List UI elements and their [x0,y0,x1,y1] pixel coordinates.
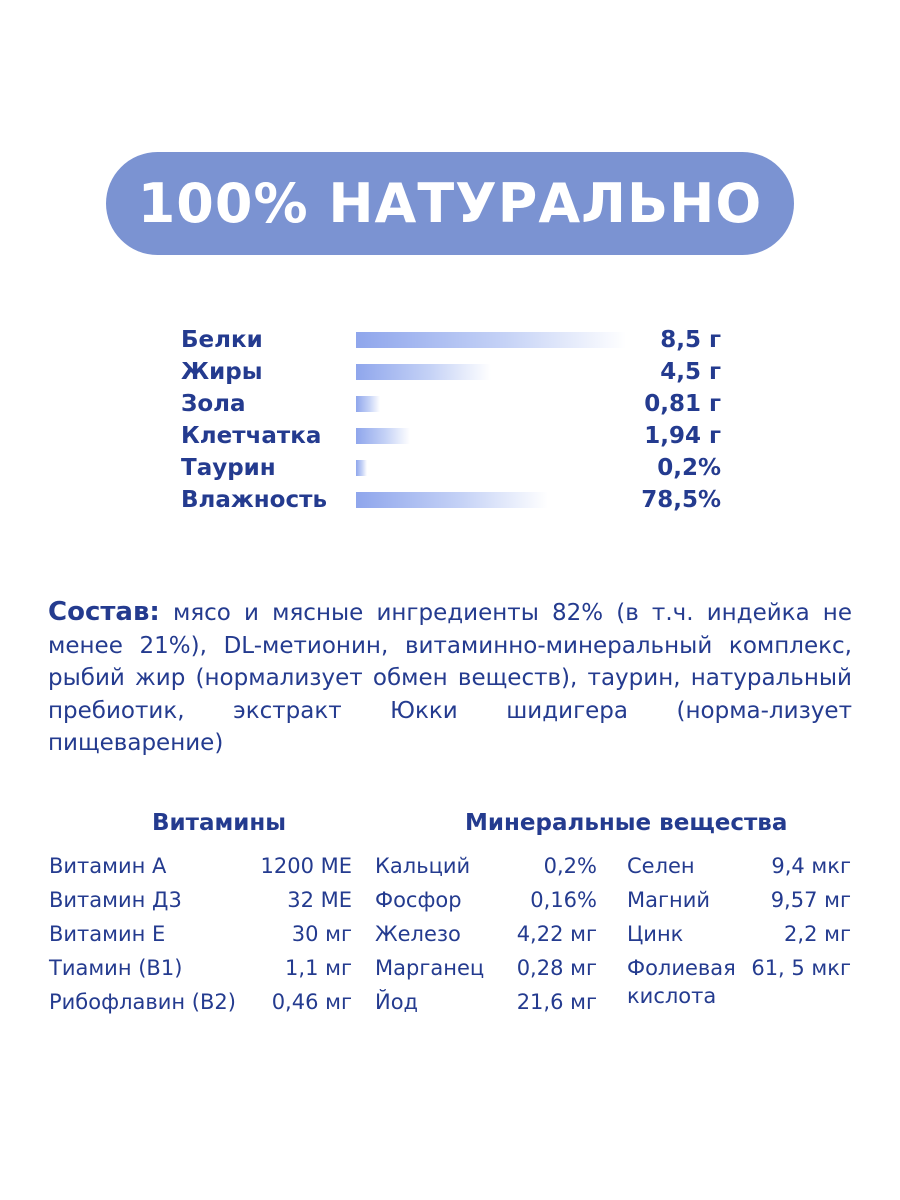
table-row [49,886,352,920]
vitamins-table [49,852,352,1022]
nutrient-row [181,388,721,420]
vitamin-value: 0,46 мг [271,990,352,1014]
nutrient-value: 1,94 г [644,423,721,449]
nutrients-list [181,324,721,516]
mineral-value: 9,4 мкг [771,854,851,878]
mineral-name: Цинк [627,922,684,946]
nutrient-bar-track [356,332,626,348]
table-row [375,954,597,988]
vitamin-value: 30 мг [291,922,352,946]
nutrient-value: 8,5 г [660,327,721,353]
nutrient-label: Белки [181,327,263,353]
vitamin-name: Витамин Д3 [49,888,182,912]
vitamin-name: Витамин Е [49,922,166,946]
nutrient-bar-track [356,428,626,444]
table-row [49,920,352,954]
nutrient-bar [356,364,491,380]
vitamin-name: Рибофлавин (В2) [49,990,236,1014]
nutrient-row [181,420,721,452]
nutrient-bar-track [356,492,626,508]
table-row [375,920,597,954]
vitamins-heading: Витамины [152,810,287,836]
vitamin-name: Тиамин (В1) [49,956,183,980]
mineral-name: Железо [375,922,461,946]
nutrient-bar-track [356,364,626,380]
title-banner [106,152,794,255]
table-row [49,852,352,886]
nutrient-bar-track [356,396,626,412]
nutrient-label: Клетчатка [181,423,322,449]
mineral-name: Селен [627,854,695,878]
nutrient-label: Зола [181,391,246,417]
minerals-table-left [375,852,597,1022]
table-row [375,852,597,886]
composition-body: мясо и мясные ингредиенты 82% (в т.ч. индейка не менее 21%), DL-метионин, витаминно-минеральный комплекс, рыбий жир (нормализует обмен веществ), таурин, натуральный пребиотик, экстракт Юкки шидигера (норма-лизует пищеварение) [48,600,852,756]
mineral-value: 21,6 мг [516,990,597,1014]
mineral-name: Кальций [375,854,471,878]
table-row [627,852,851,886]
composition-label: Состав: [48,597,160,627]
mineral-value: 0,28 мг [516,956,597,980]
vitamin-value: 1200 МЕ [260,854,352,878]
nutrient-row [181,484,721,516]
mineral-value: 2,2 мг [784,922,851,946]
nutrient-value: 0,2% [657,455,721,481]
nutrient-label: Таурин [181,455,276,481]
nutrient-value: 0,81 г [644,391,721,417]
minerals-heading: Минеральные вещества [465,810,788,836]
mineral-value: 0,2% [543,854,597,878]
table-row [627,886,851,920]
nutrient-bar [356,428,410,444]
mineral-name: Фосфор [375,888,462,912]
nutrient-bar-track [356,460,626,476]
minerals-table-right [627,852,851,1014]
table-row [627,920,851,954]
vitamin-value: 32 МЕ [287,888,352,912]
nutrient-bar [356,396,380,412]
mineral-value: 4,22 мг [516,922,597,946]
nutrient-row [181,324,721,356]
table-row [627,954,851,1014]
table-row [49,988,352,1022]
composition-text [48,596,852,760]
table-row [375,886,597,920]
nutrient-bar [356,460,367,476]
mineral-name: Магний [627,888,711,912]
mineral-value: 0,16% [530,888,597,912]
nutrient-bar [356,492,548,508]
mineral-value: 9,57 мг [770,888,851,912]
nutrient-label: Жиры [181,359,263,385]
vitamin-value: 1,1 мг [285,956,352,980]
table-row [375,988,597,1022]
nutrient-value: 4,5 г [660,359,721,385]
mineral-name: Фолиевая кислота [627,956,736,1008]
nutrient-row [181,452,721,484]
mineral-value: 61, 5 мкг [751,956,851,980]
mineral-name: Марганец [375,956,485,980]
table-row [49,954,352,988]
banner-title: 100% НАТУРАЛЬНО [137,172,763,235]
nutrient-bar [356,332,626,348]
nutrient-value: 78,5% [641,487,721,513]
nutrient-label: Влажность [181,487,327,513]
mineral-name: Йод [375,990,419,1014]
vitamin-name: Витамин А [49,854,167,878]
nutrient-row [181,356,721,388]
